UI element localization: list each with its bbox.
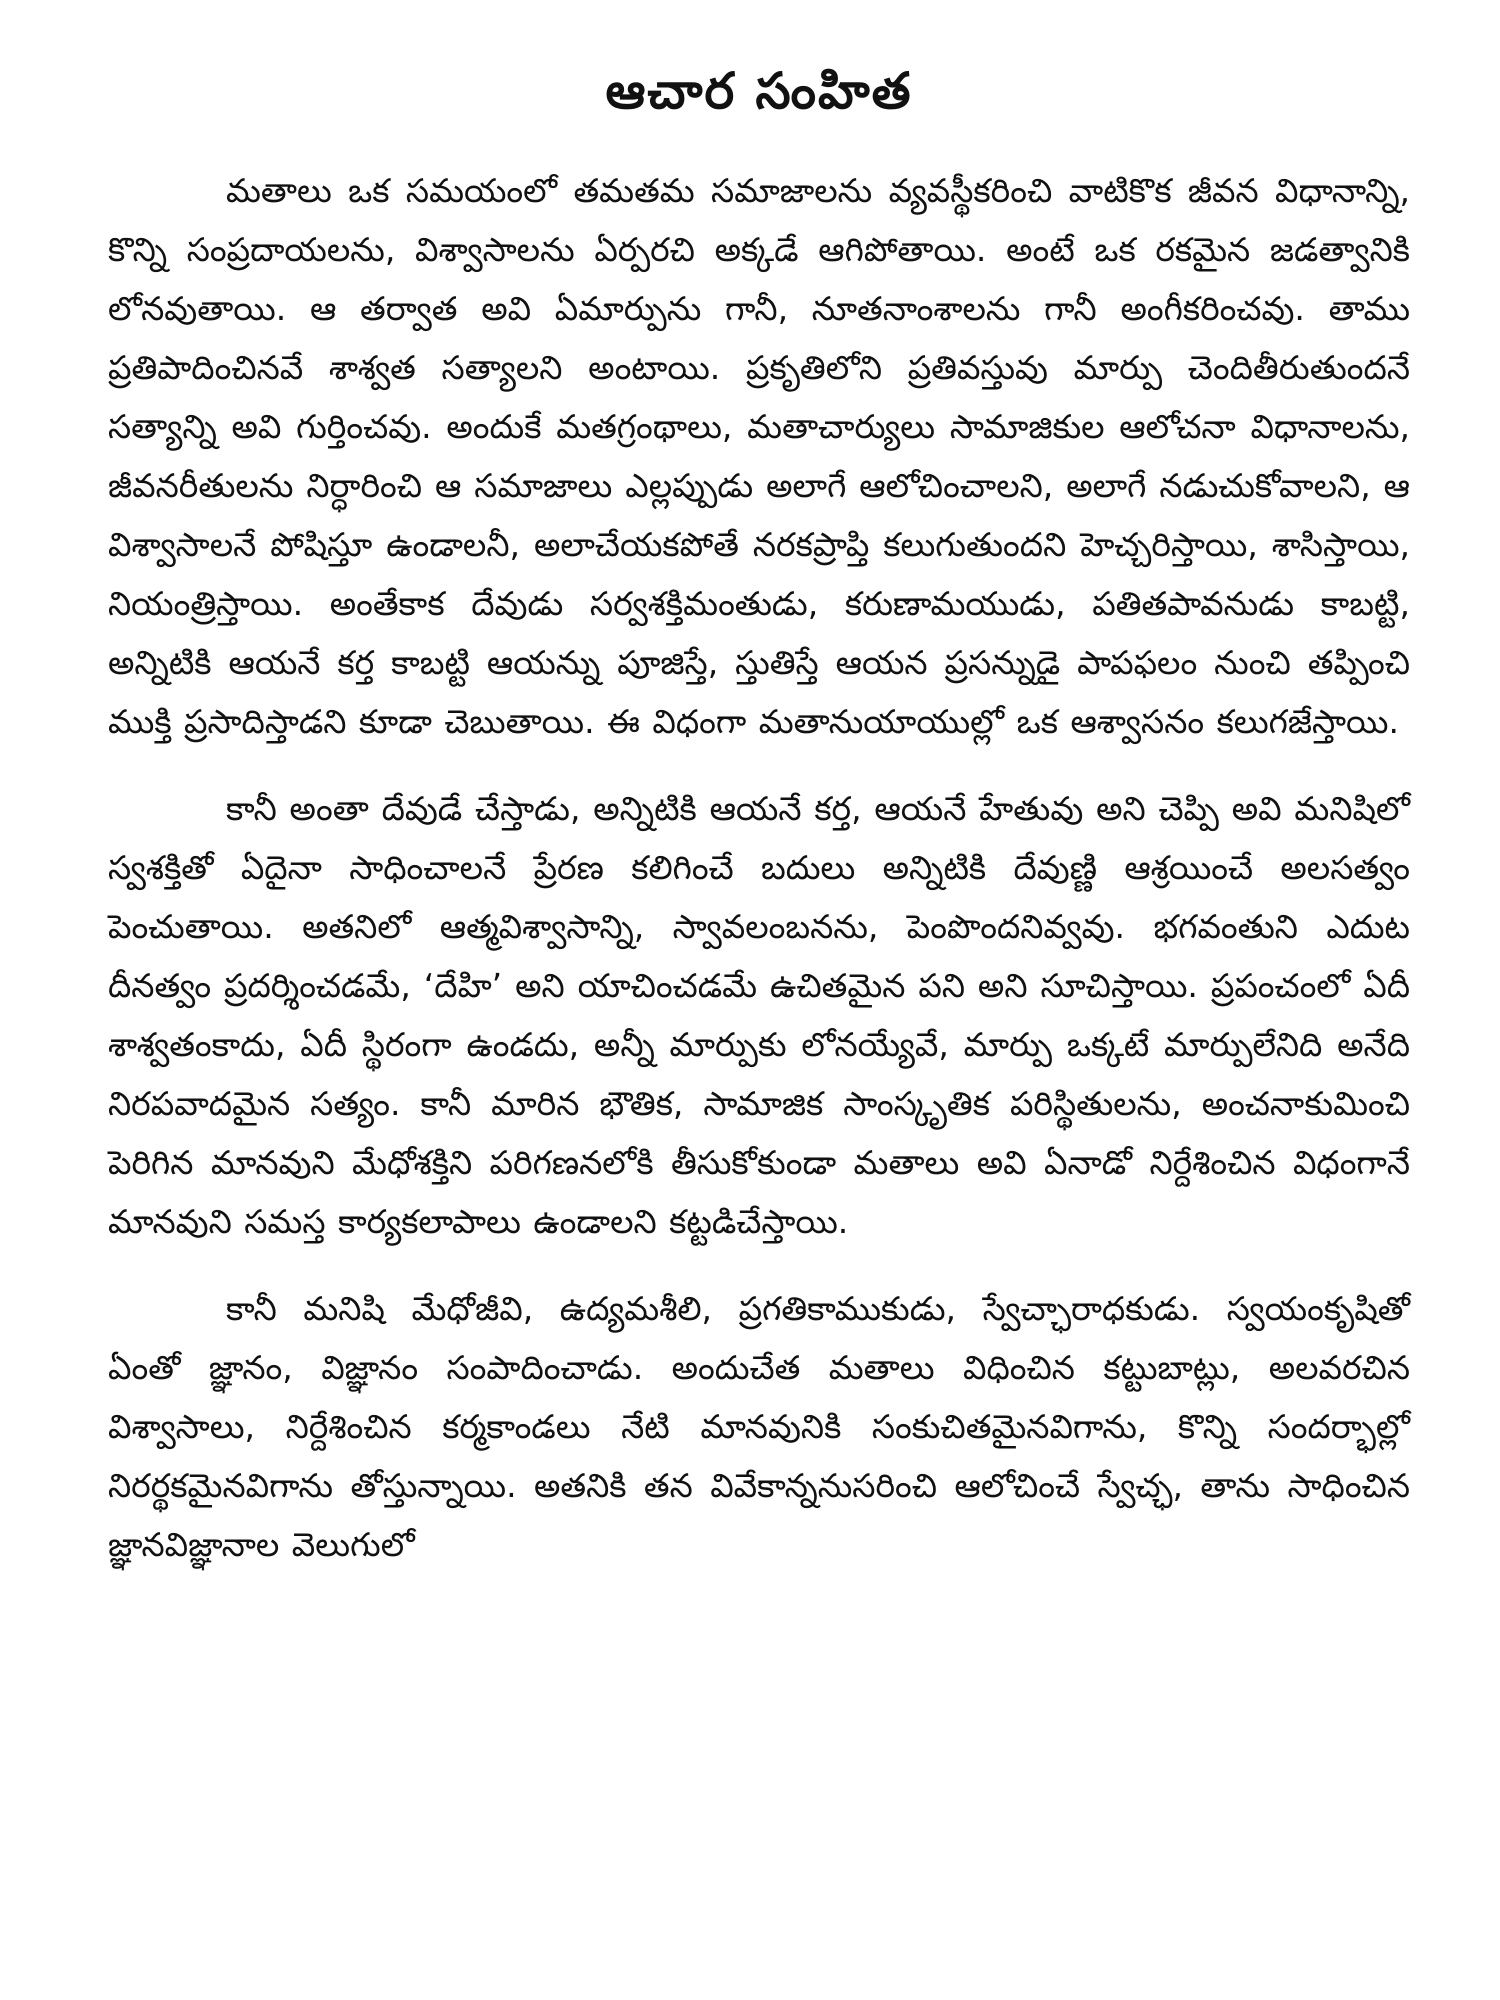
page-title: ఆచార సంహిత [605, 62, 913, 120]
paragraph-1: మతాలు ఒక సమయంలో తమతమ సమాజాలను వ్యవస్థీకరించి వాటికొక జీవన విధానాన్ని, కొన్ని సంప్రదాయలను, విశ్వాసాలను ఏర్పరచి అక్కడే ఆగిపోతాయి. అంటే ఒక రకమైన జడత్వానికి లోనవుతాయి. ఆ తర్వాత అవి ఏమార్పును గానీ, నూతనాంశాలను గానీ అంగీకరించవు. తాము ప్రతిపాదించినవే శాశ్వత సత్యాలని అంటాయి. ప్రకృతిలోని ప్రతివస్తువు మార్పు చెందితీరుతుందనే సత్యాన్ని అవి గుర్తించవు. అందుకే మతగ్రంథాలు, మతాచార్యులు సామాజికుల ఆలోచనా విధానాలను, జీవనరీతులను నిర్ధారించి ఆ సమాజాలు ఎల్లప్పుడు అలాగే ఆలోచించాలని, అలాగే నడుచుకోవాలని, ఆ విశ్వాసాలనే పోషిస్తూ ఉండాలనీ, అలాచేయకపోతే నరకప్రాప్తి కలుగుతుందని హెచ్చరిస్తాయి, శాసిస్తాయి, నియంత్రిస్తాయి. అంతేకాక దేవుడు సర్వశక్తిమంతుడు, కరుణామయుడు, పతితపావనుడు కాబట్టి, అన్నిటికి ఆయనే కర్త కాబట్టి ఆయన్ను పూజిస్తే, స్తుతిస్తే ఆయన ప్రసన్నుడై పాపఫలం నుంచి తప్పించి ముక్తి ప్రసాదిస్తాడని కూడా చెబుతాయి. ఈ విధంగా మతానుయాయుల్లో ఒక ఆశ్వాసనం కలుగజేస్తాయి. [108, 171, 1410, 741]
paragraph-3: కానీ మనిషి మేధోజీవి, ఉద్యమశీలి, ప్రగతికాముకుడు, స్వేచ్ఛారాధకుడు. స్వయంకృషితో ఏంతో జ్ఞానం, విజ్ఞానం సంపాదించాడు. అందుచేత మతాలు విధించిన కట్టుబాట్లు, అలవరచిన విశ్వాసాలు, నిర్దేశించిన కర్మకాండలు నేటి మానవునికి సంకుచితమైనవిగాను, కొన్ని సందర్భాల్లో నిరర్థకమైనవిగాను తోస్తున్నాయి. అతనికి తన వివేకాన్ననుసరించి ఆలోచించే స్వేచ్ఛ, తాను సాధించిన జ్ఞానవిజ్ఞానాల వెలుగులో [108, 1289, 1410, 1564]
paragraph-2: కానీ అంతా దేవుడే చేస్తాడు, అన్నిటికి ఆయనే కర్త, ఆయనే హేతువు అని చెప్పి అవి మనిషిలో స్వశక్తితో ఏదైనా సాధించాలనే ప్రేరణ కలిగించే బదులు అన్నిటికి దేవుణ్ణి ఆశ్రయించే అలసత్వం పెంచుతాయి. అతనిలో ఆత్మవిశ్వాసాన్ని, స్వావలంబనను, పెంపొందనివ్వవు. భగవంతుని ఎదుట దీనత్వం ప్రదర్శించడమే, ‘దేహి’ అని యాచించడమే ఉచితమైన పని అని సూచిస్తాయి. ప్రపంచంలో ఏదీ శాశ్వతంకాదు, ఏదీ స్థిరంగా ఉండదు, అన్నీ మార్పుకు లోనయ్యేవే, మార్పు ఒక్కటే మార్పులేనిది అనేది నిరపవాదమైన సత్యం. కానీ మారిన భౌతిక, సామాజిక సాంస్కృతిక పరిస్థితులను, అంచనాకుమించి పెరిగిన మానవుని మేధోశక్తిని పరిగణనలోకి తీసుకోకుండా మతాలు అవి ఏనాడో నిర్దేశించిన విధంగానే మానవుని సమస్త కార్యకలాపాలు ఉండాలని కట్టడిచేస్తాయి. [108, 789, 1410, 1241]
